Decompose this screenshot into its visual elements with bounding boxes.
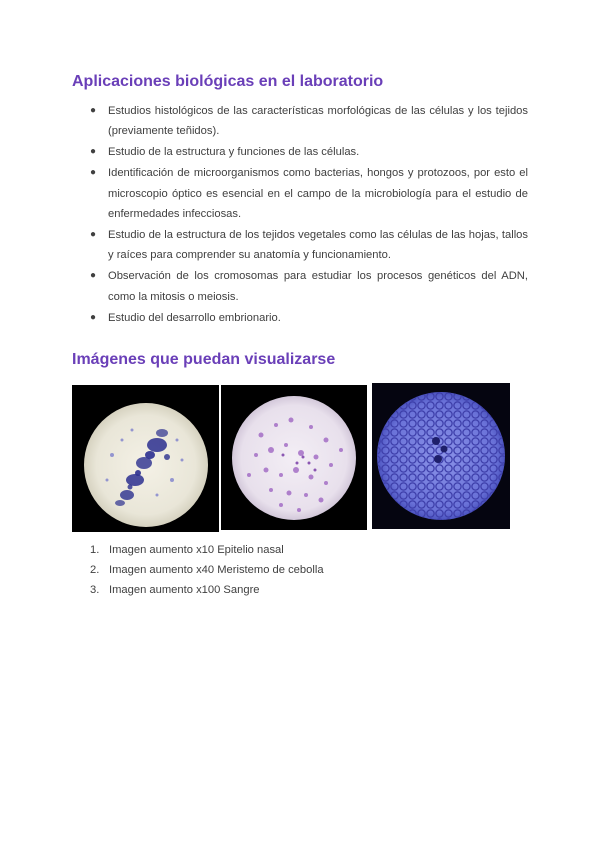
list-item: ● Observación de los cromosomas para estudiar los procesos genéticos del ADN, como la mitosis o meiosis. — [90, 266, 528, 307]
list-item: ● Estudios histológicos de las características morfológicas de las células y los tejidos (previamente teñidos). — [90, 101, 528, 142]
section-heading-images: Imágenes que puedan visualizarse — [72, 351, 336, 368]
micrograph-blood — [372, 383, 510, 529]
micrograph-row — [72, 383, 512, 531]
bullet-icon: ● — [90, 167, 97, 179]
list-item: ● Identificación de microorganismos como bacterias, hongos y protozoos, por esto el microscopio óptico es esencial en el campo de la microbiología para el estudio de enfermedades infecciosas. — [90, 163, 528, 224]
micrograph-nasal-epithelium — [72, 385, 219, 532]
micrograph-onion-meristem — [221, 385, 367, 530]
section-heading-applications: Aplicaciones biológicas en el laboratorio — [72, 73, 384, 90]
list-item: ● Estudio del desarrollo embrionario. — [90, 308, 528, 328]
list-item: ● Estudio de la estructura y funciones de las células. — [90, 142, 528, 162]
list-item: 1. Imagen aumento x10 Epitelio nasal — [90, 544, 284, 556]
image-captions-list — [90, 540, 324, 600]
list-item: 3. Imagen aumento x100 Sangre — [90, 584, 260, 596]
applications-list — [90, 101, 528, 328]
list-item: ● Estudio de la estructura de los tejidos vegetales como las células de las hojas, tallos y raíces para comprender su anatomía y funcionamiento. — [90, 225, 528, 266]
bullet-icon: ● — [90, 105, 97, 116]
bullet-icon: ● — [90, 311, 97, 323]
bullet-icon: ● — [90, 228, 97, 240]
bullet-icon: ● — [90, 146, 97, 158]
list-item: 2. Imagen aumento x40 Meristemo de cebolla — [90, 564, 324, 576]
bullet-icon: ● — [90, 270, 97, 282]
